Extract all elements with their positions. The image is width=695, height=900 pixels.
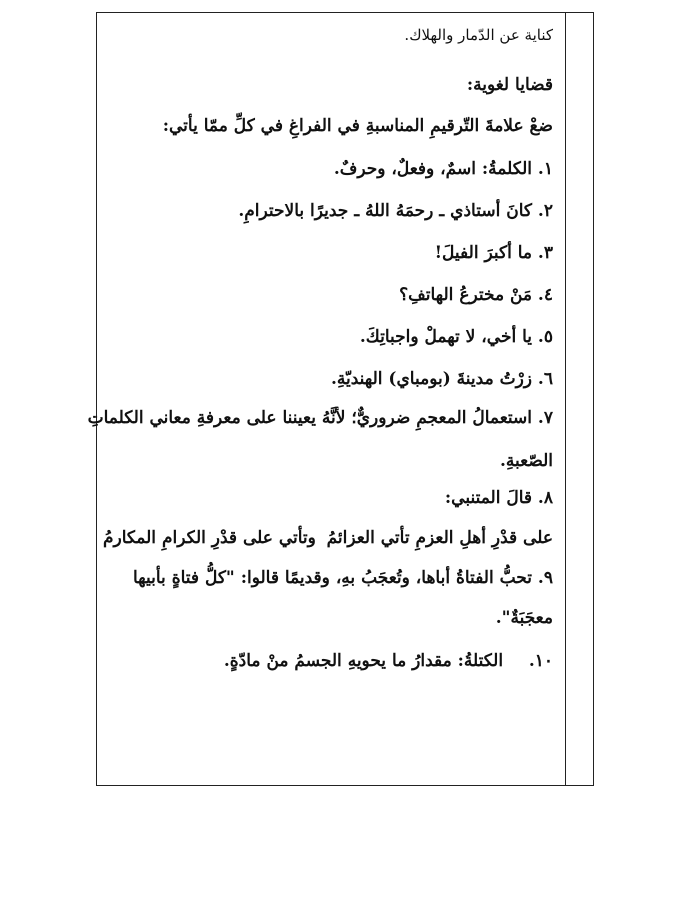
list-item-1: ١. الكلمةُ: اسمٌ، وفعلٌ، وحرفٌ. xyxy=(333,159,553,179)
poetry-verse xyxy=(103,526,553,550)
list-item-8: ٨. قالَ المتنبي: xyxy=(444,488,553,508)
worksheet-table xyxy=(87,12,594,786)
verse-second-hemistich: وتأتي على قدْرِ الكرامِ المكارمُ xyxy=(103,528,316,548)
list-item-4: ٤. مَنْ مخترعُ الهاتفِ؟ xyxy=(399,285,553,305)
list-item-10-number: ١٠. xyxy=(528,651,553,671)
content-column xyxy=(87,13,565,785)
list-item-7-continuation: الصّعبةِ. xyxy=(499,451,553,471)
list-item-6: ٦. زرْتُ مدينةَ (بومباي) الهنديّةِ. xyxy=(330,369,553,389)
intro-line: كناية عن الدّمار والهلاك. xyxy=(404,26,553,44)
section-title: قضايا لغوية: xyxy=(466,75,553,95)
list-item-10 xyxy=(224,649,553,673)
list-item-10-text: الكتلةُ: مقدارُ ما يحويهِ الجسمُ منْ مادّةٍ. xyxy=(223,651,504,671)
list-item-9: ٩. تحبُّ الفتاةُ أباها، وتُعجَبُ بهِ، وقديمًا قالوا: "كلُّ فتاةٍ بأبيها xyxy=(133,568,553,588)
verse-first-hemistich: على قدْرِ أهلِ العزمِ تأتي العزائمُ xyxy=(326,528,553,548)
list-item-7: ٧. استعمالُ المعجمِ ضروريٌّ؛ لأنَّهُ يعيننا على معرفةِ معاني الكلماتِ xyxy=(87,408,553,428)
instruction-text: ضعْ علامةَ التّرقيمِ المناسبةِ في الفراغِ في كلِّ ممّا يأتي: xyxy=(162,116,553,136)
list-item-9-continuation: معجَبَةٌ". xyxy=(495,608,553,628)
list-item-5: ٥. يا أخي، لا تهملْ واجباتِكَ. xyxy=(359,327,553,347)
list-item-2: ٢. كانَ أستاذي ـ رحمَهُ اللهُ ـ جديرًا بالاحترامِ. xyxy=(238,201,553,221)
side-column xyxy=(565,13,593,785)
list-item-3: ٣. ما أكبرَ الفيلَ! xyxy=(434,243,553,263)
